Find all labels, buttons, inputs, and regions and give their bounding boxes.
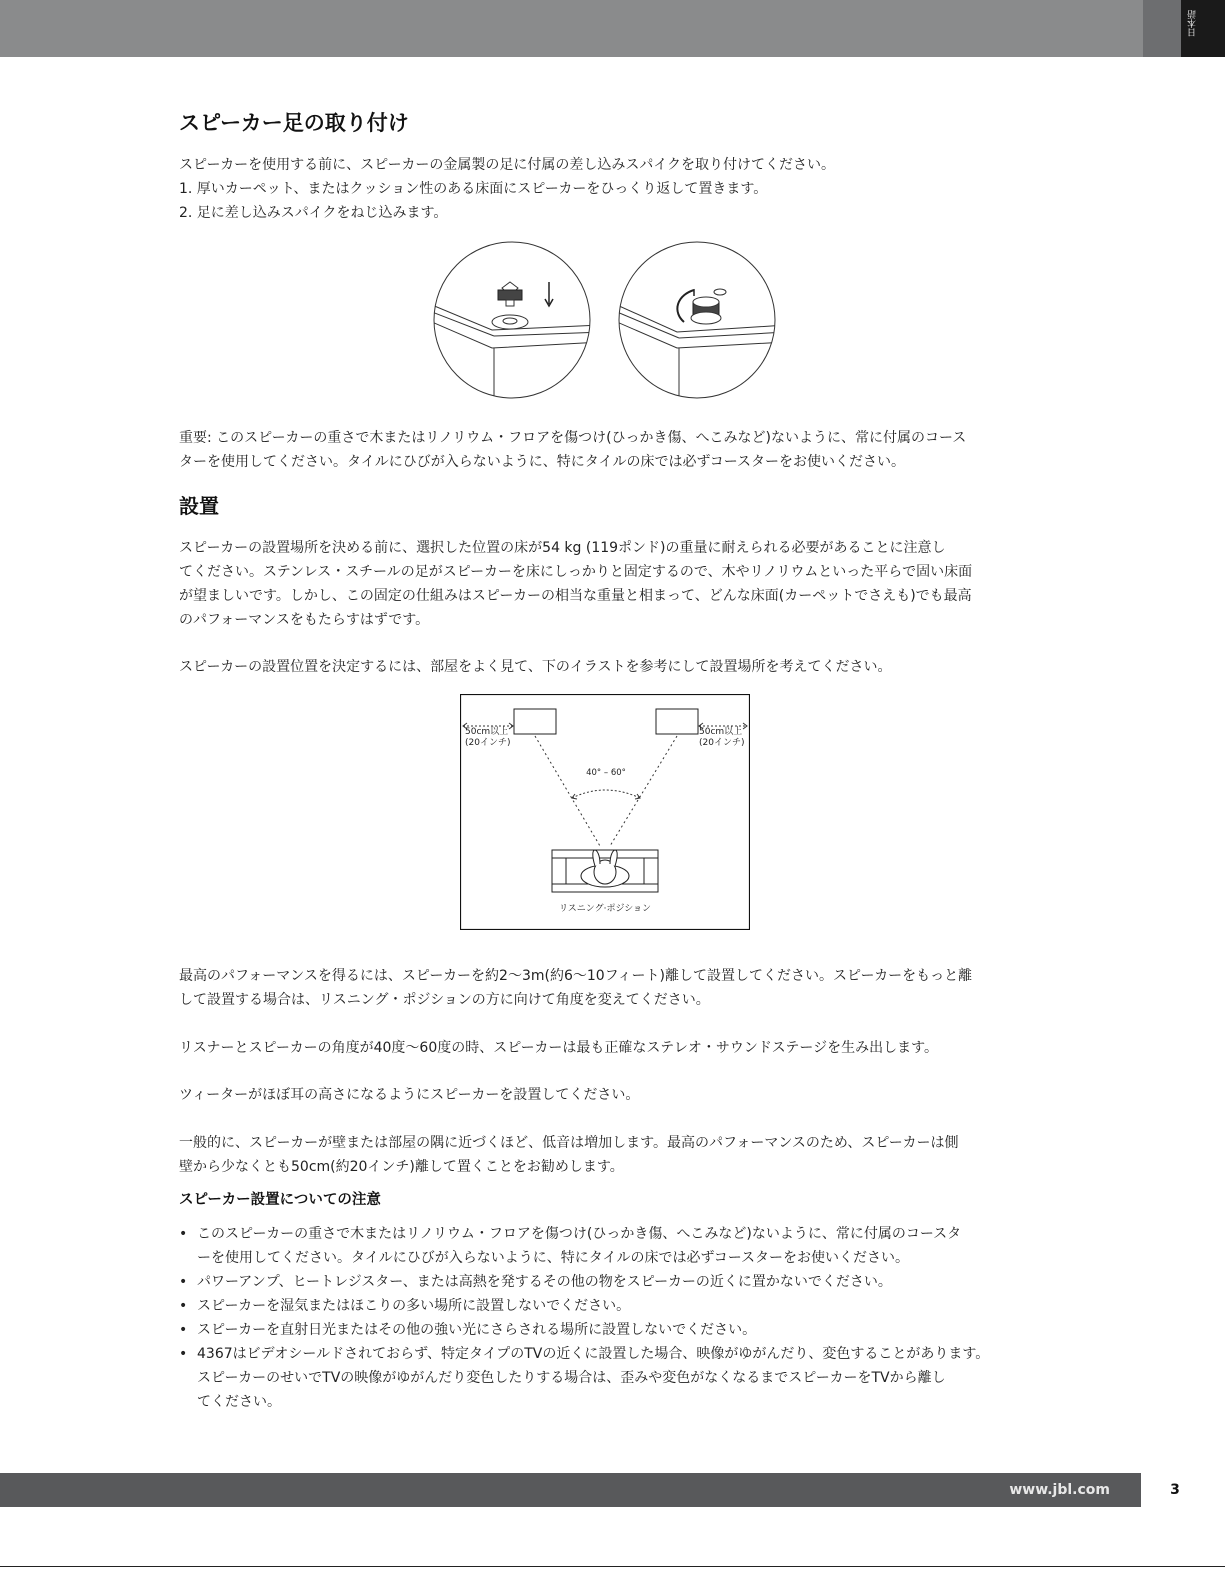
placement-paragraph-5: [179, 1083, 639, 1107]
important-line-1: 重要: このスピーカーの重さで木またはリノリウム・フロアを傷つけ(ひっかき傷、へこみなど)ないように、常に付属のコース: [179, 430, 967, 446]
header-tab-accent: [1143, 0, 1181, 57]
placement-paragraph-2: [179, 655, 891, 679]
spike-install-illustration: [432, 240, 782, 402]
section-spike-install: [179, 108, 409, 138]
note-item: [179, 1222, 1039, 1270]
left-distance-cm: 50cm以上: [465, 727, 509, 737]
text-line: てください。ステンレス・スチールの足がスピーカーを床にしっかりと固定するので、木やリノリウムといった平らで固い床面: [179, 564, 973, 580]
footer-url[interactable]: www.jbl.com: [1009, 1482, 1110, 1498]
spike-step2-drawing: [617, 289, 782, 402]
notes-section: [179, 1188, 381, 1212]
note-item: [179, 1318, 1039, 1342]
left-distance-inch: (20インチ): [465, 738, 511, 748]
note-line: • このスピーカーの重さで木またはリノリウム・フロアを傷つけ(ひっかき傷、へこみなど)ないように、常に付属のコースタ: [197, 1226, 962, 1242]
text-line: ツィーターがほぼ耳の高さになるようにスピーカーを設置してください。: [179, 1087, 640, 1103]
text-line: 壁から少なくとも50cm(約20インチ)離して置くことをお勧めします。: [179, 1159, 624, 1175]
note-item: [179, 1270, 1039, 1294]
instruction-step-1: 1. 厚いカーペット、またはクッション性のある床面にスピーカーをひっくり返して置きます。: [179, 181, 768, 197]
right-speaker: [656, 709, 698, 734]
text-line: のパフォーマンスをもたらすはずです。: [179, 612, 430, 628]
text-line: が望ましいです。しかし、この固定の仕組みはスピーカーの相当な重量と相まって、どんな床面(カーペットでさえも)でも最高: [179, 588, 972, 604]
important-note: [179, 426, 966, 474]
left-speaker: [514, 709, 556, 734]
placement-paragraph-4: [179, 1036, 938, 1060]
section-title-placement: 設置: [179, 494, 219, 518]
note-line: てください。: [197, 1394, 281, 1410]
text-line: 一般的に、スピーカーが壁または部屋の隅に近づくほど、低音は増加します。最高のパフォーマンスのため、スピーカーは側: [179, 1135, 959, 1151]
note-line: • スピーカーを湿気またはほこりの多い場所に設置しないでください。: [197, 1298, 631, 1314]
spike-instructions: [179, 153, 835, 225]
note-item: [179, 1342, 1039, 1414]
section-placement: [179, 491, 219, 521]
bottom-rule: [0, 1566, 1225, 1567]
right-distance-inch: (20インチ): [699, 738, 745, 748]
language-label: 日本語: [1188, 10, 1198, 37]
page-number: 3: [1170, 1482, 1180, 1498]
instruction-step-2: 2. 足に差し込みスパイクをねじ込みます。: [179, 205, 448, 221]
listening-position-label: リスニング·ポジション: [558, 904, 652, 914]
section-title-spikes: スピーカー足の取り付け: [179, 111, 409, 135]
text-line: スピーカーの設置位置を決定するには、部屋をよく見て、下のイラストを参考にして設置場所を考えてください。: [179, 659, 892, 675]
note-line: • スピーカーを直射日光またはその他の強い光にさらされる場所に設置しないでください。: [197, 1322, 757, 1338]
note-line: スピーカーのせいでTVの映像がゆがんだり変色したりする場合は、歪みや変色がなくなるまでスピーカーをTVから離し: [197, 1370, 946, 1386]
placement-paragraph-1: [179, 536, 972, 632]
instruction-line: スピーカーを使用する前に、スピーカーの金属製の足に付属の差し込みスパイクを取り付けてください。: [179, 157, 836, 173]
note-line: • パワーアンプ、ヒートレジスター、または高熱を発するその他の物をスピーカーの近くに置かないでください。: [197, 1274, 892, 1290]
note-item: [179, 1294, 1039, 1318]
angle-label: 40° – 60°: [586, 768, 626, 778]
placement-paragraph-3: [179, 964, 972, 1012]
right-distance-cm: 50cm以上: [699, 727, 743, 737]
note-line: • 4367はビデオシールドされておらず、特定タイプのTVの近くに設置した場合、映像がゆがんだり、変色することがあります。: [197, 1346, 990, 1362]
text-line: して設置する場合は、リスニング・ポジションの方に向けて角度を変えてください。: [179, 992, 710, 1008]
header-bar: [0, 0, 1143, 57]
placement-paragraph-6: [179, 1131, 959, 1179]
spike-step1-drawing: [432, 282, 602, 402]
text-line: スピーカーの設置場所を決める前に、選択した位置の床が54 kg (119ポンド)の重量に耐えられる必要があることに注意し: [179, 540, 946, 556]
text-line: 最高のパフォーマンスを得るには、スピーカーを約2～3m(約6～10フィート)離して設置してください。スピーカーをもっと離: [179, 968, 973, 984]
placement-diagram: [460, 694, 750, 930]
right-distance-label: [699, 727, 744, 749]
notes-list: [179, 1222, 1039, 1414]
text-line: リスナーとスピーカーの角度が40度～60度の時、スピーカーは最も正確なステレオ・サウンドステージを生み出します。: [179, 1040, 939, 1056]
important-line-2: ターを使用してください。タイルにひびが入らないように、特にタイルの床では必ずコースターをお使いください。: [179, 454, 906, 470]
left-distance-label: [465, 727, 510, 749]
note-line: ーを使用してください。タイルにひびが入らないように、特にタイルの床では必ずコースターをお使いください。: [197, 1250, 910, 1266]
notes-title: スピーカー設置についての注意: [179, 1192, 381, 1208]
